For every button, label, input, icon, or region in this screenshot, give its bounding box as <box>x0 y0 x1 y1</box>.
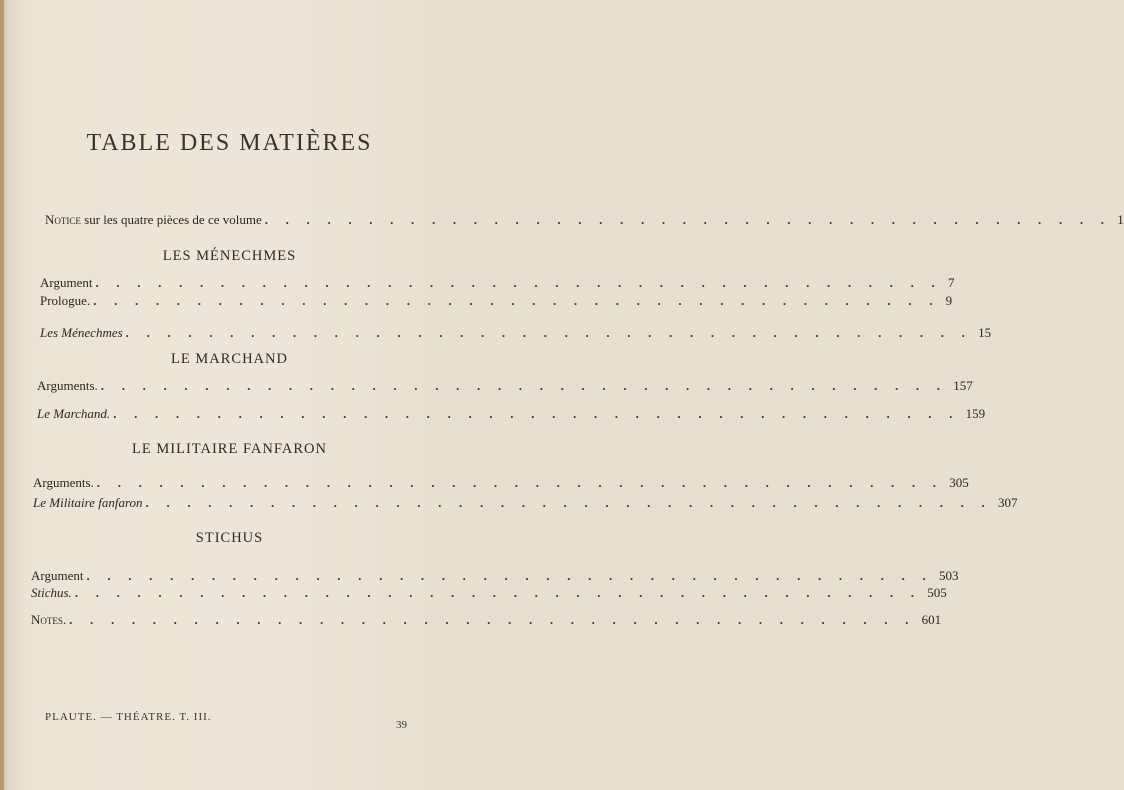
toc-entry <box>40 311 992 341</box>
page-edge <box>0 0 4 790</box>
page-title: TABLE DES MATIÈRES <box>86 130 373 156</box>
toc-label: Argument <box>31 568 84 583</box>
toc-page-number: 1 <box>1117 212 1124 227</box>
section-heading: STICHUS <box>195 530 264 546</box>
dot-leader: . . . . . . . . . . . . . . . . . . . . . . . . . . . . . . . . . . . . . . . . . <box>74 585 922 600</box>
toc-label: Le Marchand. <box>37 406 111 421</box>
toc-label: Arguments. <box>37 378 98 393</box>
footer-signature-mark: 39 <box>396 719 407 731</box>
section-heading: LES MÉNECHMES <box>162 248 297 264</box>
toc-label: Arguments. <box>33 475 94 490</box>
toc-page-number: 157 <box>953 378 973 393</box>
toc-label: Prologue. <box>40 293 91 308</box>
dot-leader: . . . . . . . . . . . . . . . . . . . . . . . . . . . . . . . . . . . . . . . . . <box>96 475 944 490</box>
toc-page-number: 505 <box>927 585 947 600</box>
dot-leader: . . . . . . . . . . . . . . . . . . . . . . . . . . . . . . . . . . . . . . . . . <box>86 568 933 583</box>
dot-leader: . . . . . . . . . . . . . . . . . . . . . . . . . . . . . . . . . . . . . . . . . <box>145 495 992 510</box>
footer-running-title: PLAUTE. — THÉATRE. T. III. <box>45 711 212 723</box>
toc-label: Stichus. <box>31 585 72 600</box>
toc-entry <box>33 487 1018 511</box>
dot-leader: . . . . . . . . . . . . . . . . . . . . . . . . . . . . . . . . . . . . . . . . . <box>69 612 916 627</box>
toc-entry-notes <box>31 598 942 628</box>
dot-leader: . . . . . . . . . . . . . . . . . . . . . . . . . . . . . . . . . . . . . . . . . <box>93 293 940 308</box>
dot-leader: . . . . . . . . . . . . . . . . . . . . . . . . . . . . . . . . . . . . . . . . . <box>100 378 948 393</box>
toc-page-number: 601 <box>921 612 942 627</box>
section-heading: LE MILITAIRE FANFARON <box>132 441 327 457</box>
toc-page-number: 159 <box>965 406 986 421</box>
dot-leader: . . . . . . . . . . . . . . . . . . . . . . . . . . . . . . . . . . . . . . . . . <box>113 406 960 421</box>
toc-page-number: 9 <box>945 293 953 308</box>
toc-label: Les Ménechmes <box>40 325 123 340</box>
toc-entry <box>37 398 986 422</box>
toc-label: Notes. <box>31 612 67 627</box>
toc-page-number: 305 <box>949 475 969 490</box>
toc-entry <box>37 378 973 394</box>
dot-leader: . . . . . . . . . . . . . . . . . . . . . . . . . . . . . . . . . . . . . . . . . <box>264 212 1112 227</box>
toc-page-number: 307 <box>998 495 1018 510</box>
section-heading: LE MARCHAND <box>171 351 288 367</box>
toc-label: Argument <box>40 275 93 290</box>
toc-page-number: 7 <box>947 275 955 290</box>
dot-leader: . . . . . . . . . . . . . . . . . . . . . . . . . . . . . . . . . . . . . . . . . <box>95 275 942 290</box>
toc-entry-notice <box>45 212 1124 228</box>
toc-page-number: 15 <box>978 325 992 340</box>
dot-leader: . . . . . . . . . . . . . . . . . . . . . . . . . . . . . . . . . . . . . . . . . <box>125 325 973 340</box>
toc-label: Le Militaire fanfaron <box>33 495 143 510</box>
toc-entry <box>40 275 955 291</box>
toc-entry <box>40 293 953 309</box>
toc-page-number: 503 <box>938 568 959 583</box>
toc-label: Notice sur les quatre pièces de ce volume <box>45 212 262 227</box>
